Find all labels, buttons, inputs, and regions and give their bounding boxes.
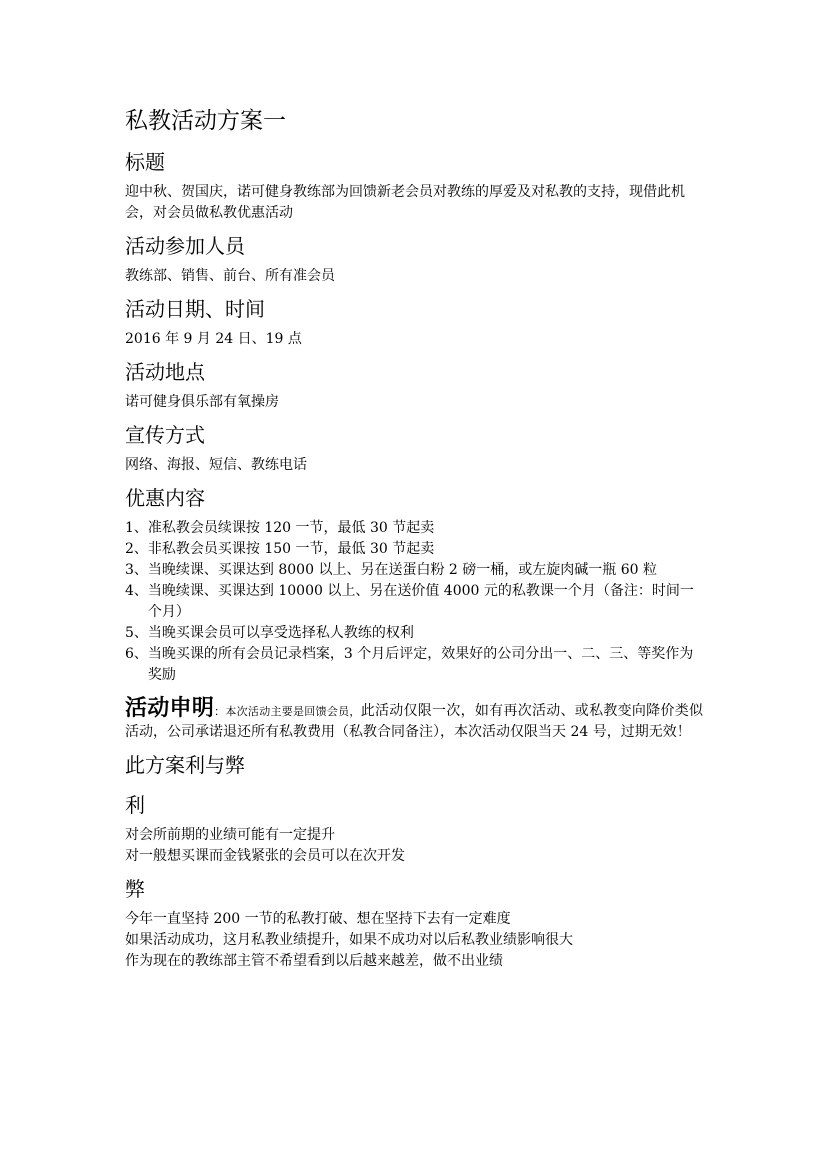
list-item-number: 2、 [125,541,148,557]
section-heading-promotion: 宣传方式 [125,423,205,447]
pros-heading: 利 [125,793,145,817]
pros-line: 对会所前期的业绩可能有一定提升 [125,827,335,843]
list-item [125,623,703,644]
activity-statement [125,698,703,743]
list-item-text: 当晚续课、买课达到 10000 以上、另在送价值 4000 元的私教课一个月（备注：时间一个月） [147,583,694,620]
section-text-subject: 迎中秋、贺国庆，诺可健身教练部为回馈新老会员对教练的厚爱及对私教的支持，现借此机会，对会员做私教优惠活动 [125,184,685,221]
section-heading-subject: 标题 [125,150,165,174]
list-item-text: 当晚买课的所有会员记录档案，3 个月后评定，效果好的公司分出一、二、三、等奖作为奖励 [147,646,694,683]
section-heading-location: 活动地点 [125,360,205,384]
list-item [125,518,703,539]
page-content [125,104,703,980]
list-item [125,539,703,560]
list-item-number: 6、 [125,646,148,662]
cons-list [125,909,703,972]
list-item-text: 当晚续课、买课达到 8000 以上、另在送蛋白粉 2 磅一桶，或左旋肉碱一瓶 60 粒 [147,562,657,578]
list-item-number: 5、 [125,625,148,641]
section-text-promotion: 网络、海报、短信、教练电话 [125,457,307,473]
section-text-location: 诺可健身俱乐部有氧操房 [125,394,279,410]
section-heading-datetime: 活动日期、时间 [125,297,265,321]
list-item [125,581,703,623]
statement-text: 此活动仅限一次，如有再次活动、或私教变向降价类似活动，公司承诺退还所有私教费用（私教合同备注），本次活动仅限当天 24 号，过期无效！ [125,703,704,740]
cons-line: 作为现在的教练部主管不希望看到以后越来越差，做不出业绩 [125,953,503,969]
section-text-participants: 教练部、销售、前台、所有准会员 [125,268,335,284]
list-item-text: 非私教会员买课按 150 一节，最低 30 节起卖 [147,541,435,557]
statement-lead: ：本次活动主要是回馈会员， [214,705,361,718]
list-item-text: 准私教会员续课按 120 一节，最低 30 节起卖 [147,520,435,536]
cons-line: 今年一直坚持 200 一节的私教打破、想在坚持下去有一定难度 [125,911,511,927]
document-title: 私教活动方案一 [125,108,286,134]
statement-heading: 活动申明 [125,696,215,721]
section-heading-participants: 活动参加人员 [125,234,245,258]
offers-list [125,518,703,686]
list-item-text: 当晚买课会员可以享受选择私人教练的权利 [147,625,414,641]
list-item-number: 3、 [125,562,148,578]
section-text-datetime: 2016 年 9 月 24 日、19 点 [125,331,302,347]
pros-list [125,825,703,867]
pros-line: 对一般想买课而金钱紧张的会员可以在次开发 [125,848,405,864]
list-item-number: 1、 [125,520,148,536]
cons-line: 如果活动成功，这月私教业绩提升，如果不成功对以后私教业绩影响很大 [125,932,573,948]
section-heading-offers: 优惠内容 [125,486,205,510]
cons-heading: 弊 [125,877,145,901]
list-item [125,560,703,581]
list-item [125,644,703,686]
section-heading-pros-cons: 此方案利与弊 [125,753,245,777]
list-item-number: 4、 [125,583,148,599]
